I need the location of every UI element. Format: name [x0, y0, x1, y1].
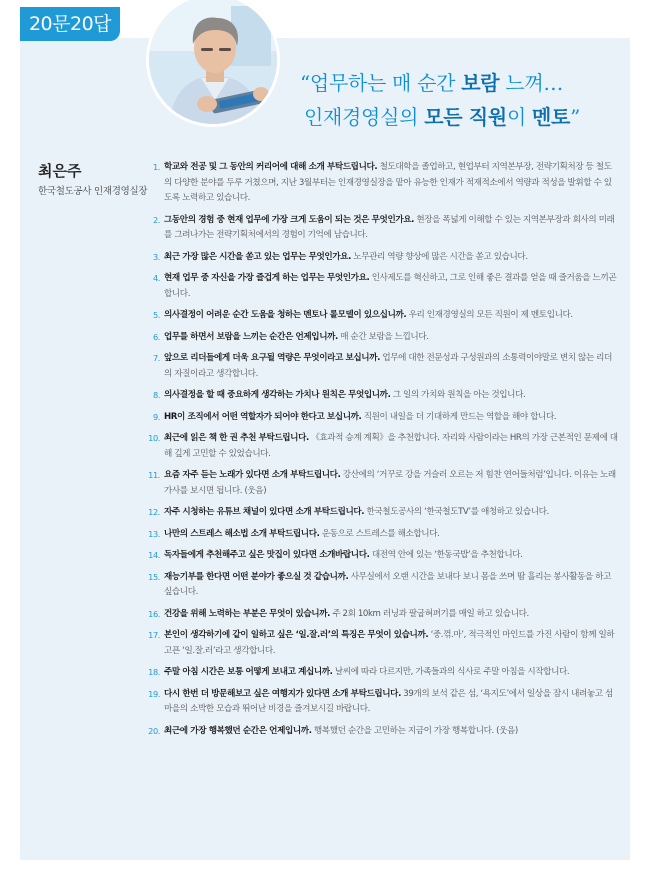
- qa-answer: 날씨에 따라 다르지만, 가족들과의 식사로 주말 아침을 시작합니다.: [334, 667, 570, 677]
- qa-number: 10.: [148, 433, 160, 443]
- qa-number: 17.: [148, 630, 160, 640]
- qa-question: 최근 가장 많은 시간을 쏟고 있는 업무는 무엇인가요.: [164, 251, 351, 262]
- qa-answer: 매 순간 보람을 느낍니다.: [340, 331, 429, 342]
- qa-number: 14.: [148, 550, 160, 560]
- qa-answer: 업무에 대한 전문성과 구성원과의 소통력이야말로 변치 않는 리더의 자질이라고 생각합니다.: [164, 353, 612, 379]
- qa-answer: 인사제도를 혁신하고, 그로 인해 좋은 결과를 얻을 때 즐거움을 느끼곤 합니다.: [164, 273, 617, 299]
- qa-question: 현재 업무 중 자신을 가장 즐겁게 하는 업무는 무엇인가요.: [164, 273, 370, 283]
- qa-question: 건강을 위해 노력하는 부분은 무엇이 있습니까.: [164, 608, 330, 619]
- quote-line-1-end: 느껴…: [499, 71, 564, 95]
- qa-number: 6.: [152, 331, 160, 342]
- qa-question: 나만의 스트레스 해소법 소개 부탁드립니다.: [164, 528, 320, 539]
- qa-question: 다시 한번 더 방문해보고 싶은 여행지가 있다면 소개 부탁드립니다.: [164, 688, 401, 699]
- qa-answer: 노무관리 역량 향상에 많은 시간을 쏟고 있습니다.: [353, 251, 528, 262]
- qa-question: 앞으로 리더들에게 더욱 요구될 역량은 무엇이라고 보십니까.: [164, 353, 380, 363]
- qa-number: 20.: [148, 725, 160, 736]
- quote-line-1-emphasis: 보람: [461, 71, 500, 95]
- qa-number: 15.: [148, 571, 160, 582]
- qa-number: 5.: [152, 310, 160, 320]
- qa-number: 19.: [148, 688, 160, 699]
- qa-answer: 우리 인재경영실의 모든 직원이 제 멘토입니다.: [408, 310, 573, 320]
- qa-answer: 주 2회 10km 러닝과 팔굽혀펴기를 매일 하고 있습니다.: [332, 608, 529, 619]
- quote-line-2-end: ”: [570, 105, 580, 129]
- qa-item: [150, 570, 618, 601]
- quote-line-1: [300, 66, 580, 100]
- qa-number: 18.: [148, 667, 160, 677]
- qa-item: [150, 351, 618, 382]
- qa-answer: 행복했던 순간을 고민하는 지금이 가장 행복합니다. (웃음): [313, 725, 518, 736]
- qa-number: 3.: [152, 251, 160, 262]
- quote-line-2: [300, 100, 580, 134]
- qa-question: 의사결정을 할 때 중요하게 생각하는 가치나 원칙은 무엇입니까.: [164, 390, 391, 400]
- qa-item: [150, 687, 618, 718]
- qa-answer: 《효과적 승계 계획》을 추천합니다. 자리와 사람이라는 HR의 가장 근본적인 문제에 대해 깊게 고민할 수 있었습니다.: [164, 433, 618, 459]
- qa-item: [150, 160, 618, 207]
- qa-answer: 그 일의 가치와 원칙을 아는 것입니다.: [392, 390, 526, 400]
- qa-question: 주말 아침 시간은 보통 어떻게 보내고 계십니까.: [164, 667, 333, 677]
- qa-answer: 직원이 내일을 더 기대하게 만드는 역할을 해야 합니다.: [363, 411, 557, 422]
- qa-answer: ‘중.꺾.마’, 적극적인 마인드를 가진 사람이 함께 일하고픈 ‘일.잘.러’라고 생각합니다.: [164, 630, 615, 656]
- qa-answer: 사무실에서 오랜 시간을 보내다 보니 몸을 쓰며 땀 흘리는 봉사활동을 하고 싶습니다.: [164, 571, 612, 597]
- qa-answer: 한국철도공사의 ‘한국철도TV’를 애청하고 있습니다.: [366, 507, 549, 517]
- qa-item: [150, 665, 618, 681]
- qa-answer: 강산에의 ‘거꾸로 강을 거슬러 오르는 저 힘찬 연어들처럼’입니다. 이유는 노래 가사를 보시면 됩니다. (웃음): [164, 470, 616, 496]
- qa-question: 자주 시청하는 유튜브 채널이 있다면 소개 부탁드립니다.: [164, 507, 365, 517]
- section-tag: 20문20답: [20, 7, 120, 41]
- qa-number: 7.: [152, 353, 160, 363]
- qa-question: 의사결정이 어려운 순간 도움을 청하는 멘토나 롤모델이 있으십니까.: [164, 310, 407, 320]
- qa-item: [150, 308, 618, 324]
- qa-question: HR이 조직에서 어떤 역할자가 되어야 한다고 보십니까.: [164, 411, 362, 422]
- qa-answer: 운동으로 스트레스를 해소합니다.: [321, 528, 440, 539]
- qa-number: 9.: [152, 411, 160, 422]
- qa-question: 학교와 전공 및 그 동안의 커리어에 대해 소개 부탁드립니다.: [164, 162, 378, 172]
- qa-question: 재능기부를 한다면 어떤 분야가 좋으실 것 같습니까.: [164, 571, 349, 582]
- qa-number: 1.: [152, 162, 160, 172]
- quote-line-2-emphasis-2: 멘토: [532, 105, 571, 129]
- qa-item: [150, 468, 618, 499]
- quote-line-2-text: 인재경영실의: [304, 105, 425, 129]
- qa-question: 최근에 가장 행복했던 순간은 언제입니까.: [164, 725, 312, 736]
- quote-line-2-mid: 이: [506, 105, 533, 129]
- person-name: 최은주: [38, 162, 82, 180]
- qa-number: 8.: [152, 390, 160, 400]
- qa-number: 11.: [148, 470, 160, 480]
- qa-question: 본인이 생각하기에 같이 일하고 싶은 ‘일.잘.러’의 특징은 무엇이 있습니까.: [164, 630, 429, 640]
- qa-item: [150, 431, 618, 462]
- headline-quote: [300, 66, 580, 134]
- qa-item: [150, 388, 618, 404]
- qa-number: 12.: [148, 507, 160, 517]
- qa-item: [150, 607, 618, 623]
- qa-item: [150, 548, 618, 564]
- qa-answer: 철도대학을 졸업하고, 현업부터 지역본부장, 전략기획처장 등 철도의 다양한 분야를 두루 거쳤으며, 지난 3월부터는 인재경영실장을 맡아 유능한 인재가 적재적소에서 역량과 적성을 발휘할 수 있도록 노력하고 있습니다.: [164, 162, 612, 203]
- qa-number: 16.: [148, 608, 160, 619]
- qa-question: 요즘 자주 듣는 노래가 있다면 소개 부탁드립니다.: [164, 470, 341, 480]
- qa-answer: 대전역 안에 있는 ‘한동국밥’을 추천합니다.: [371, 550, 523, 560]
- qa-number: 2.: [152, 214, 160, 225]
- qa-item: [150, 271, 618, 302]
- qa-answer: 39개의 보석 같은 섬, ‘욕지도’에서 일상을 잠시 내려놓고 섬마을의 소박한 모습과 뛰어난 비경을 즐겨보시길 바랍니다.: [164, 688, 613, 714]
- qa-number: 4.: [152, 273, 160, 283]
- qa-list: [150, 160, 618, 739]
- qa-question: 독자들에게 추천해주고 싶은 맛집이 있다면 소개바랍니다.: [164, 550, 370, 560]
- qa-item: [150, 505, 618, 521]
- qa-item: [150, 724, 618, 740]
- qa-item: [150, 250, 618, 266]
- qa-number: 13.: [148, 528, 160, 539]
- person-title: 한국철도공사 인재경영실장: [38, 186, 148, 197]
- qa-question: 그동안의 경험 중 현재 업무에 가장 크게 도움이 되는 것은 무엇인가요.: [164, 214, 415, 225]
- portrait-illustration: [149, 0, 277, 124]
- qa-item: [150, 410, 618, 426]
- qa-item: [150, 213, 618, 244]
- qa-item: [150, 628, 618, 659]
- qa-item: [150, 527, 618, 543]
- qa-answer: 현장을 폭넓게 이해할 수 있는 지역본부장과 회사의 미래를 그려나가는 전략기획처에서의 경험이 기억에 남습니다.: [164, 214, 615, 240]
- qa-item: [150, 330, 618, 346]
- qa-question: 최근에 읽은 책 한 권 추천 부탁드립니다.: [164, 433, 309, 443]
- portrait-photo: [149, 0, 277, 124]
- quote-line-2-emphasis-1: 모든 직원: [424, 105, 507, 129]
- qa-question: 업무를 하면서 보람을 느끼는 순간은 언제입니까.: [164, 331, 338, 342]
- quote-line-1-text: “업무하는 매 순간: [300, 71, 462, 95]
